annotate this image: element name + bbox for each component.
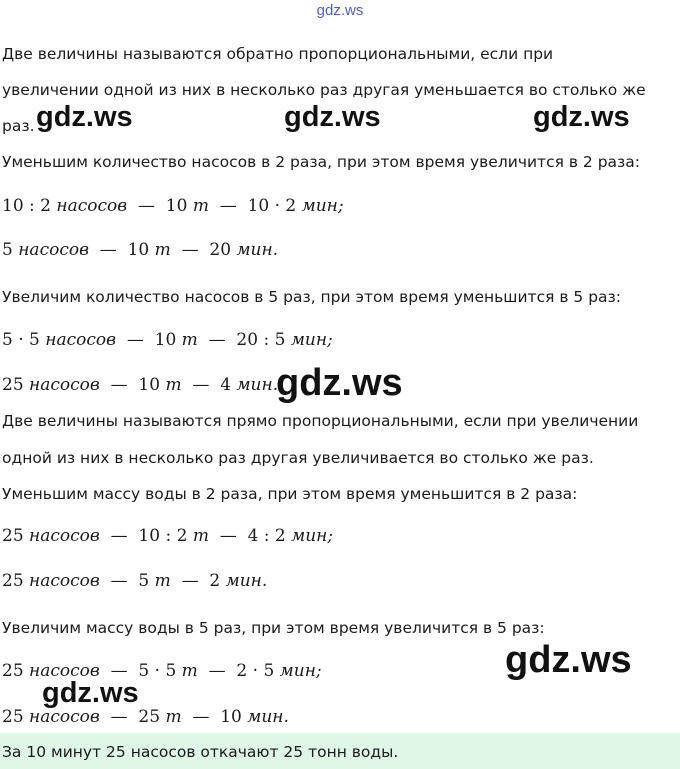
inverse-definition-line-2: увеличении одной из них в несколько раз другая уменьшается во столько же [2, 81, 646, 99]
equation-row: 25 насосов — 10 : 2 т — 4 : 2 мин; [2, 526, 334, 546]
equation-row: 5 насосов — 10 т — 20 мин. [2, 240, 279, 260]
inverse-definition-line-3: раз. [2, 117, 35, 135]
equation-row: 25 насосов — 5 т — 2 мин. [2, 571, 268, 591]
reduce-pumps-text: Уменьшим количество насосов в 2 раза, при этом время увеличится в 2 раза: [2, 153, 640, 171]
inverse-definition-line-1: Две величины называются обратно пропорциональными, если при [2, 45, 554, 63]
watermark: gdz.ws [42, 677, 139, 709]
direct-definition-line-2: одной из них в несколько раз другая увеличивается во столько же раз. [2, 449, 594, 467]
equation-row: 10 : 2 насосов — 10 т — 10 · 2 мин; [2, 196, 344, 216]
watermark: gdz.ws [533, 101, 630, 133]
watermark: gdz.ws [505, 639, 632, 681]
equation-row: 25 насосов — 25 т — 10 мин. [2, 707, 289, 727]
site-header[interactable]: gdz.ws [316, 2, 364, 19]
equation-row: 25 насосов — 5 · 5 т — 2 · 5 мин; [2, 661, 322, 681]
watermark: gdz.ws [36, 101, 133, 133]
watermark: gdz.ws [284, 101, 381, 133]
equation-row: 25 насосов — 10 т — 4 мин. [2, 375, 279, 395]
increase-pumps-text: Увеличим количество насосов в 5 раз, при этом время уменьшится в 5 раз: [2, 288, 622, 306]
direct-definition-line-1: Две величины называются прямо пропорциональными, если при увеличении [2, 412, 639, 430]
reduce-water-text: Уменьшим массу воды в 2 раза, при этом время уменьшится в 2 раза: [2, 485, 578, 503]
equation-row: 5 · 5 насосов — 10 т — 20 : 5 мин; [2, 330, 333, 350]
answer-text: За 10 минут 25 насосов откачают 25 тонн воды. [2, 743, 399, 761]
increase-water-text: Увеличим массу воды в 5 раз, при этом время увеличится в 5 раз: [2, 619, 545, 637]
watermark: gdz.ws [276, 362, 403, 404]
